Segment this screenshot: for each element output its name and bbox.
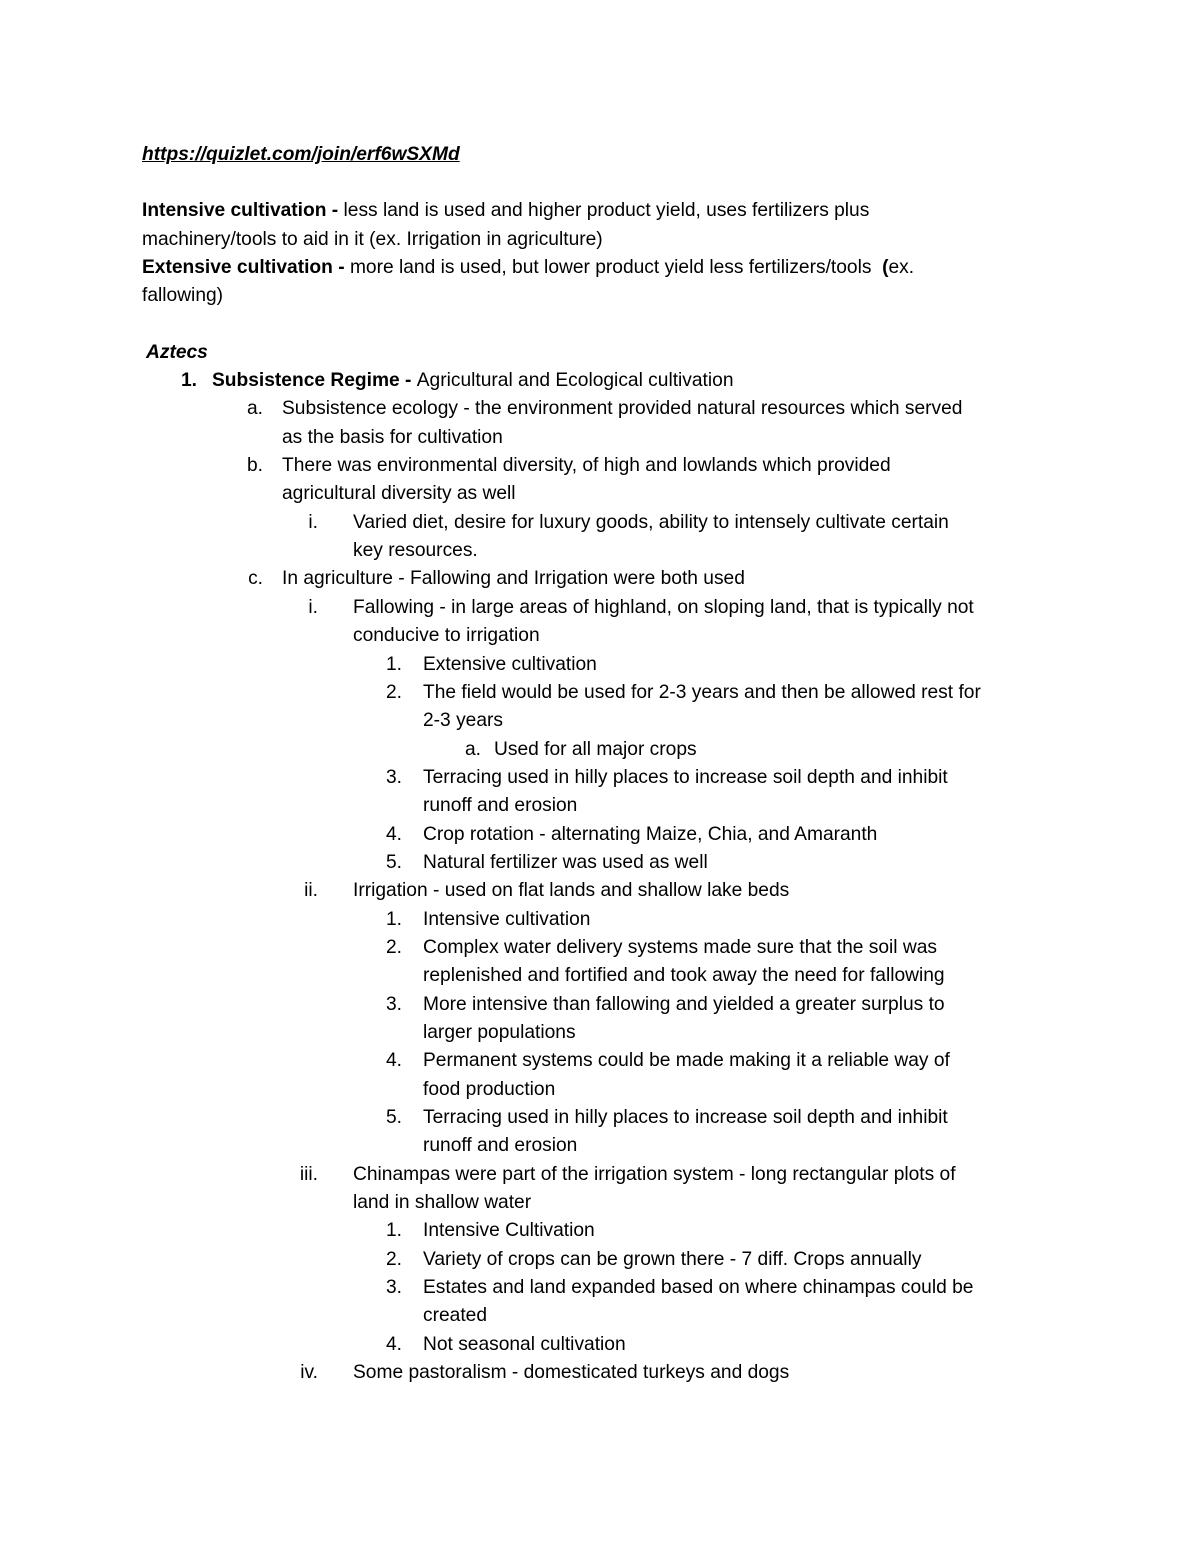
list-marker: 3.: [385, 1277, 402, 1299]
item-text: Terracing used in hilly places to increase soil depth and inhibit: [423, 1107, 948, 1128]
item-text: runoff and erosion: [423, 795, 578, 817]
item-text: Fallowing - in large areas of highland, on sloping land, that is typically not: [353, 596, 974, 618]
outline-list: [142, 367, 1072, 1387]
definition-text: more land is used, but lower product yield less fertilizers/tools: [349, 257, 883, 279]
outline-item: [142, 1047, 1072, 1104]
outline-item: [142, 679, 1072, 736]
list-marker: c.: [248, 568, 263, 590]
list-marker: 1.: [180, 370, 197, 392]
outline-item: [142, 367, 1072, 395]
outline-item: [142, 1246, 1072, 1274]
outline-item: [142, 1161, 1072, 1218]
list-marker: iv.: [300, 1362, 318, 1384]
list-marker: 2.: [385, 681, 402, 703]
outline-item: [142, 764, 1072, 821]
outline-item: [142, 594, 1072, 651]
item-text: conducive to irrigation: [353, 625, 540, 647]
list-marker: ii.: [304, 880, 318, 902]
outline-item: [142, 509, 1072, 566]
item-text: Intensive Cultivation: [423, 1220, 595, 1242]
list-marker: iii.: [299, 1163, 318, 1185]
item-text: Complex water delivery systems made sure that the soil was: [423, 936, 937, 958]
item-text: key resources.: [353, 540, 478, 562]
list-marker: i.: [308, 511, 318, 533]
item-text: More intensive than fallowing and yielded a greater surplus to: [423, 993, 945, 1015]
outline-item: [142, 452, 1072, 509]
item-text: Varied diet, desire for luxury goods, ability to intensely cultivate certain: [353, 511, 949, 533]
outline-item: [142, 821, 1072, 849]
list-marker: 3.: [385, 993, 402, 1015]
definition-text-line2: fallowing): [142, 285, 224, 307]
list-marker: 1.: [385, 653, 402, 675]
list-marker: i.: [308, 596, 318, 618]
item-text: land in shallow water: [353, 1192, 532, 1214]
item-text: created: [423, 1305, 487, 1327]
list-marker: a.: [246, 398, 263, 420]
item-text: Not seasonal cultivation: [423, 1333, 626, 1355]
outline-item: [142, 906, 1072, 934]
item-text: runoff and erosion: [423, 1135, 578, 1157]
list-marker: a.: [464, 738, 481, 760]
item-text: replenished and fortified and took away the need for fallowing: [423, 965, 945, 987]
definition-text-line2: machinery/tools to aid in it (ex. Irrigation in agriculture): [142, 228, 603, 250]
outline-item: [142, 849, 1072, 877]
list-marker: 5.: [385, 1107, 402, 1128]
item-text: Estates and land expanded based on where chinampas could be: [423, 1277, 974, 1299]
item-text: larger populations: [423, 1021, 576, 1043]
item-text: Intensive cultivation: [423, 908, 591, 930]
item-text: Permanent systems could be made making it a reliable way of: [423, 1050, 950, 1072]
item-text: Terracing used in hilly places to increase soil depth and inhibit: [423, 766, 948, 788]
definition-term: Intensive cultivation -: [142, 200, 344, 222]
list-marker: 5.: [385, 851, 402, 873]
document-body: [142, 141, 1072, 1387]
item-text: Extensive cultivation: [423, 653, 597, 675]
item-text: Crop rotation - alternating Maize, Chia, and Amaranth: [423, 823, 878, 845]
outline-item: [142, 877, 1072, 905]
definition-text-tail: ex.: [888, 257, 915, 279]
item-bold-label: Subsistence Regime -: [212, 370, 417, 392]
list-marker: 3.: [385, 766, 402, 788]
outline-item: [142, 565, 1072, 593]
item-text: Natural fertilizer was used as well: [423, 851, 708, 873]
list-marker: 4.: [385, 823, 402, 845]
list-marker: 4.: [385, 1333, 402, 1355]
definition-intensive: [142, 197, 1072, 254]
item-text: Variety of crops can be grown there - 7 diff. Crops annually: [423, 1248, 922, 1270]
list-marker: b.: [246, 455, 263, 477]
item-text: In agriculture - Fallowing and Irrigation were both used: [282, 568, 745, 590]
item-text: Agricultural and Ecological cultivation: [416, 370, 734, 392]
item-text: The field would be used for 2-3 years and then be allowed rest for: [423, 681, 981, 703]
item-text: as the basis for cultivation: [282, 426, 503, 448]
list-marker: 2.: [385, 936, 402, 958]
item-text: food production: [423, 1078, 556, 1100]
quizlet-link[interactable]: https://quizlet.com/join/erf6wSXMd: [142, 144, 460, 165]
item-text: Used for all major crops: [494, 738, 697, 760]
definition-text: less land is used and higher product yield, uses fertilizers plus: [343, 200, 870, 222]
item-text: Subsistence ecology - the environment provided natural resources which served: [282, 398, 963, 420]
outline-item: [142, 736, 1072, 764]
item-text: agricultural diversity as well: [282, 483, 516, 505]
item-text: Irrigation - used on flat lands and shallow lake beds: [353, 880, 790, 902]
definition-paren: (: [882, 257, 889, 279]
item-text: 2-3 years: [423, 710, 503, 732]
outline-item: [142, 934, 1072, 991]
item-text: Chinampas were part of the irrigation system - long rectangular plots of: [353, 1163, 956, 1185]
definition-extensive: [142, 254, 1072, 311]
outline-item: [142, 395, 1072, 452]
item-text: Some pastoralism - domesticated turkeys and dogs: [353, 1362, 790, 1384]
outline-item: [142, 991, 1072, 1048]
outline-item: [142, 651, 1072, 679]
outline-item: [142, 1217, 1072, 1245]
list-marker: 4.: [385, 1050, 402, 1072]
section-heading: Aztecs: [146, 341, 208, 363]
outline-item: [142, 1359, 1072, 1387]
list-marker: 1.: [385, 1220, 402, 1242]
outline-item: [142, 1104, 1072, 1161]
list-marker: 2.: [385, 1248, 402, 1270]
list-marker: 1.: [385, 908, 402, 930]
outline-item: [142, 1331, 1072, 1359]
outline-item: [142, 1274, 1072, 1331]
item-text: There was environmental diversity, of high and lowlands which provided: [282, 455, 891, 477]
definition-term: Extensive cultivation -: [142, 257, 350, 279]
